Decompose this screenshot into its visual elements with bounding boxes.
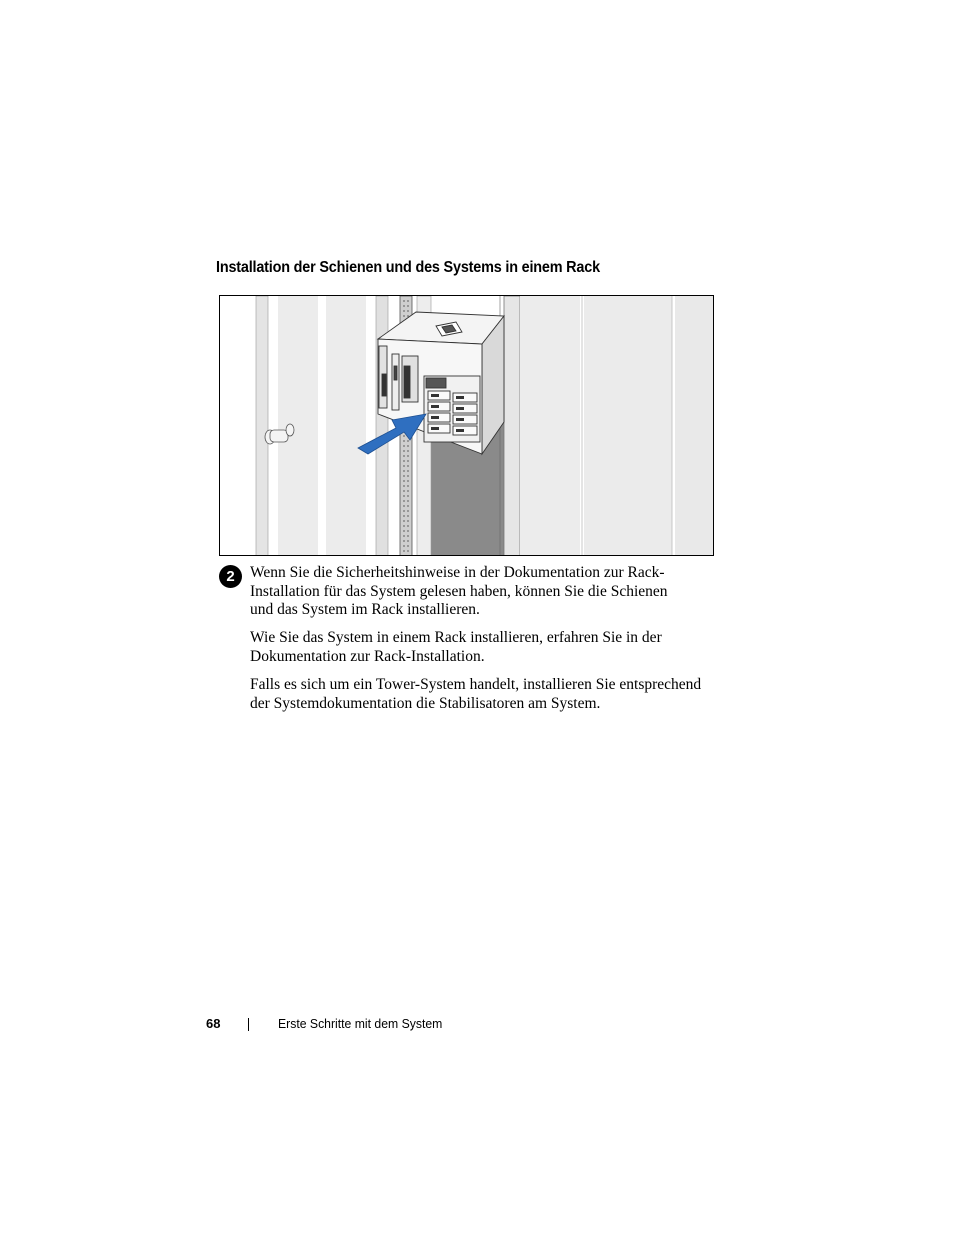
footer-divider — [248, 1018, 249, 1031]
rack-panel — [520, 296, 580, 556]
rack-right-rail — [504, 296, 520, 556]
step-number-badge: 2 — [219, 565, 242, 588]
rack-installation-illustration — [219, 295, 714, 556]
rack-panel — [278, 296, 318, 556]
rack-panel — [326, 296, 366, 556]
step-paragraph: Falls es sich um ein Tower-System handelt, installieren Sie entsprechend der Systemdokumentation die Stabilisatoren am System. — [250, 676, 702, 712]
step-paragraph: Wie Sie das System in einem Rack installieren, erfahren Sie in der Dokumentation zur Rack-Installation. — [250, 629, 662, 665]
rack-left-post — [256, 296, 268, 556]
footer-section-title: Erste Schritte mit dem System — [278, 1016, 443, 1031]
rack-illustration-svg — [220, 296, 714, 556]
rack-panel — [675, 296, 713, 556]
page-number: 68 — [206, 1016, 221, 1031]
rack-panel — [584, 296, 672, 556]
step-paragraph: Wenn Sie die Sicherheitshinweise in der Dokumentation zur Rack-Installation für das System gelesen haben, können Sie die Schienen und das System im Rack installieren. — [250, 564, 668, 619]
insert-direction-arrow-icon — [358, 414, 426, 454]
section-heading: Installation der Schienen und des Systems in einem Rack — [216, 259, 600, 276]
